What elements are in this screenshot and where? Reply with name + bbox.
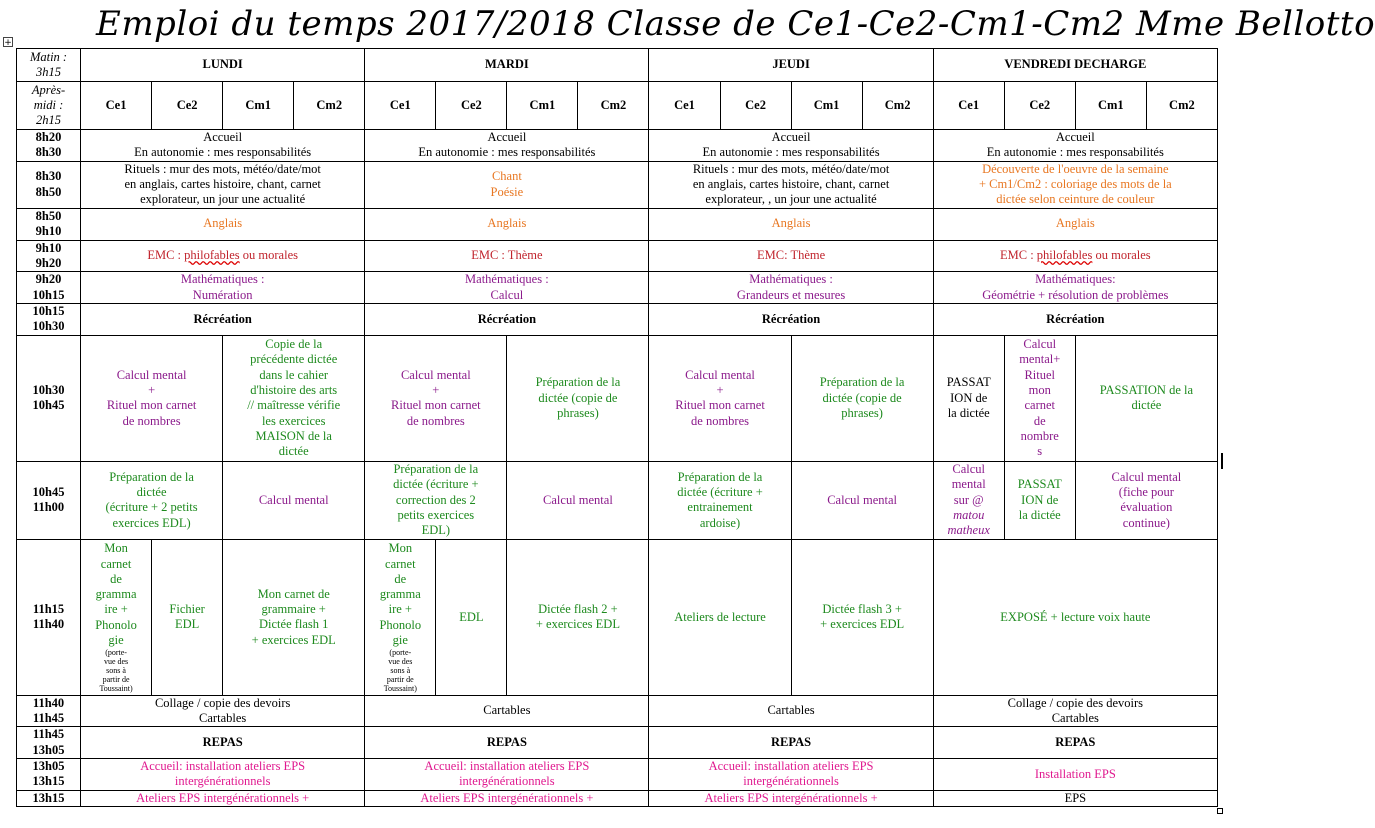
time-end: 13h15 bbox=[32, 774, 65, 789]
cell-calcul-mental bbox=[1075, 461, 1217, 539]
cell-carnet-grammaire bbox=[81, 539, 152, 695]
cell-line: Rituels : mur des mots, météo/date/mot bbox=[124, 161, 321, 176]
cell-line: vue des bbox=[388, 657, 413, 667]
cell-line: phrases) bbox=[841, 405, 883, 420]
cell-calcul-mental: Calcul mental bbox=[791, 461, 933, 539]
cell-dictee-flash bbox=[791, 539, 933, 695]
cell-passation-dictee bbox=[1004, 461, 1075, 539]
cell-calcul-mental bbox=[365, 335, 507, 461]
cell-recreation: Récréation bbox=[365, 304, 649, 336]
cell-mathematiques bbox=[933, 272, 1217, 304]
cell-line: Calcul bbox=[1023, 337, 1057, 352]
cell-line: Mon carnet de bbox=[257, 586, 330, 601]
cell-emc: EMC : Thème bbox=[365, 240, 649, 272]
cell-line: + bbox=[716, 382, 724, 397]
cell-accueil-eps bbox=[365, 758, 649, 790]
cell-line: (écriture + 2 petits bbox=[105, 500, 198, 515]
cell-line: carnet bbox=[1024, 398, 1055, 413]
cell-line: Collage / copie des devoirs bbox=[154, 695, 291, 710]
cell-preparation-dictee bbox=[365, 461, 507, 539]
cell-text: ou morales bbox=[239, 248, 298, 263]
level-ce2: Ce2 bbox=[436, 82, 507, 130]
time-end: 10h30 bbox=[32, 319, 65, 334]
day-tuesday: MARDI bbox=[365, 49, 649, 82]
cell-line: dictée (copie de bbox=[538, 390, 618, 405]
cell-line: dictée bbox=[136, 484, 167, 499]
timetable-row bbox=[17, 790, 1218, 806]
cell-line: grammaire + bbox=[261, 601, 326, 616]
time-start: 8h20 bbox=[35, 130, 62, 144]
day-thursday: JEUDI bbox=[649, 49, 933, 82]
time-slot bbox=[17, 208, 81, 240]
cell-expose: EXPOSÉ + lecture voix haute bbox=[933, 539, 1217, 695]
timetable-row bbox=[17, 240, 1218, 272]
timetable-row bbox=[17, 758, 1218, 790]
cell-line: partir de bbox=[386, 675, 414, 685]
cell-line: + Cm1/Cm2 : coloriage des mots de la bbox=[978, 176, 1172, 191]
cell-line: Calcul mental bbox=[116, 367, 187, 382]
cell-line: Cartables bbox=[199, 711, 247, 726]
cell-line: Collage / copie des devoirs bbox=[1007, 695, 1144, 710]
level-cm1: Cm1 bbox=[1075, 82, 1146, 130]
timetable-row bbox=[17, 161, 1218, 208]
cell-accueil bbox=[365, 130, 649, 162]
cell-line: Mathématiques : bbox=[465, 272, 549, 287]
cell-passation-dictee bbox=[933, 335, 1004, 461]
cell-anglais: Anglais bbox=[933, 208, 1217, 240]
cell-text: philofables bbox=[184, 248, 240, 263]
level-ce2: Ce2 bbox=[720, 82, 791, 130]
cell-carnet-grammaire bbox=[223, 539, 365, 695]
cell-line: gie bbox=[392, 633, 408, 648]
table-move-handle-icon[interactable]: + bbox=[4, 38, 12, 48]
cell-calcul-mental bbox=[649, 335, 791, 461]
cell-accueil bbox=[649, 130, 933, 162]
time-start: 11h15 bbox=[32, 601, 65, 616]
cell-line: les exercices bbox=[261, 413, 326, 428]
cell-line: ION de bbox=[950, 390, 988, 405]
cell-line: Dictée flash 3 + bbox=[822, 601, 902, 616]
cell-footnote bbox=[367, 648, 433, 693]
cell-line: En autonomie : mes responsabilités bbox=[418, 145, 596, 160]
cell-mathematiques bbox=[649, 272, 933, 304]
cell-line: En autonomie : mes responsabilités bbox=[986, 145, 1164, 160]
cell-line: mon bbox=[1028, 382, 1051, 397]
cell-line: Calcul bbox=[952, 462, 986, 477]
cell-line: Accueil bbox=[203, 130, 243, 144]
cell-line: de bbox=[110, 571, 122, 586]
time-slot bbox=[17, 461, 81, 539]
cell-ateliers-eps: Ateliers EPS intergénérationnels + bbox=[81, 790, 365, 806]
cell-recreation: Récréation bbox=[933, 304, 1217, 336]
timetable-row bbox=[17, 727, 1218, 759]
cell-preparation-dictee bbox=[791, 335, 933, 461]
time-end: 8h30 bbox=[35, 145, 62, 160]
cell-carnet-grammaire bbox=[365, 539, 436, 695]
cell-rituels bbox=[81, 161, 365, 208]
cell-line: ION de bbox=[1021, 492, 1059, 507]
timetable-row bbox=[17, 272, 1218, 304]
cell-ateliers-eps: Ateliers EPS intergénérationnels + bbox=[365, 790, 649, 806]
cell-chant-poesie bbox=[365, 161, 649, 208]
cell-text: EMC : bbox=[147, 248, 185, 263]
cell-calcul-mental bbox=[1004, 335, 1075, 461]
timetable bbox=[16, 48, 1218, 807]
time-slot bbox=[17, 539, 81, 695]
cell-line: Numération bbox=[192, 287, 253, 302]
cell-line: PASSATION de la bbox=[1099, 382, 1194, 397]
cell-line: + bbox=[432, 382, 440, 397]
cell-line: mental+ bbox=[1019, 352, 1061, 367]
cell-line: ire + bbox=[388, 602, 412, 617]
time-slot bbox=[17, 727, 81, 759]
afternoon-duration bbox=[17, 82, 81, 130]
cell-fichier-edl bbox=[152, 539, 223, 695]
time-start: 11h45 bbox=[32, 727, 65, 742]
cell-line: Rituel bbox=[1024, 367, 1056, 382]
cell-line: En autonomie : mes responsabilités bbox=[702, 145, 880, 160]
cell-line: précédente dictée bbox=[250, 352, 338, 367]
cell-calcul-mental: Calcul mental bbox=[507, 461, 649, 539]
cell-anglais: Anglais bbox=[649, 208, 933, 240]
timetable-row bbox=[17, 208, 1218, 240]
cell-line: Copie de la bbox=[265, 337, 323, 352]
cell-line: // maîtresse vérifie bbox=[247, 398, 341, 413]
cell-line: gramma bbox=[379, 587, 421, 602]
cell-line: explorateur, , un jour une actualité bbox=[705, 192, 877, 207]
timetable-row bbox=[17, 304, 1218, 336]
cell-line: sons à bbox=[106, 666, 126, 676]
level-ce1: Ce1 bbox=[81, 82, 152, 130]
cell-line: Rituel mon carnet bbox=[106, 398, 197, 413]
cell-line: intergénérationnels bbox=[459, 774, 555, 789]
cell-line: gramma bbox=[95, 587, 137, 602]
time-end: 10h45 bbox=[32, 398, 65, 413]
time-end: 9h10 bbox=[35, 224, 62, 239]
cell-recreation: Récréation bbox=[649, 304, 933, 336]
level-cm2: Cm2 bbox=[578, 82, 649, 130]
cell-line: de nombres bbox=[406, 413, 465, 428]
cell-line: Calcul bbox=[490, 287, 524, 302]
cell-accueil bbox=[933, 130, 1217, 162]
time-slot: 13h15 bbox=[17, 790, 81, 806]
cell-accueil bbox=[81, 130, 365, 162]
cell-line: Poésie bbox=[490, 184, 524, 199]
time-end: 10h15 bbox=[32, 287, 65, 302]
cell-line: PASSAT bbox=[1017, 477, 1062, 492]
morning-label: Matin : bbox=[29, 49, 68, 64]
cell-line: petits exercices bbox=[397, 507, 475, 522]
time-slot bbox=[17, 758, 81, 790]
cell-line: sons à bbox=[390, 666, 411, 676]
time-slot bbox=[17, 272, 81, 304]
cell-line: Préparation de la bbox=[677, 469, 763, 484]
cell-calcul-mental: Calcul mental bbox=[223, 461, 365, 539]
text-cursor bbox=[1221, 453, 1223, 469]
time-slot bbox=[17, 335, 81, 461]
cell-line: entrainement bbox=[687, 500, 753, 515]
cell-line: + exercices EDL bbox=[535, 617, 620, 632]
header-days-row bbox=[17, 49, 1218, 82]
cell-line: (porte- bbox=[105, 648, 127, 658]
cell-line: Mon bbox=[104, 541, 128, 556]
cell-line: explorateur, un jour une actualité bbox=[140, 192, 306, 207]
cell-cartables: Cartables bbox=[649, 695, 933, 727]
cell-line: en anglais, cartes histoire, chant, carnet bbox=[692, 176, 890, 191]
time-slot bbox=[17, 304, 81, 336]
cell-line: mental bbox=[951, 477, 986, 492]
cell-line: Accueil bbox=[771, 130, 811, 144]
cell-mathematiques bbox=[81, 272, 365, 304]
level-ce1: Ce1 bbox=[933, 82, 1004, 130]
cell-repas: REPAS bbox=[365, 727, 649, 759]
cell-footnote bbox=[83, 648, 149, 693]
cell-line: + exercices EDL bbox=[251, 632, 336, 647]
level-ce1: Ce1 bbox=[365, 82, 436, 130]
cell-line: Cartables bbox=[1051, 711, 1099, 726]
cell-line: Calcul mental bbox=[1111, 469, 1182, 484]
time-end: 8h50 bbox=[35, 184, 62, 199]
cell-anglais: Anglais bbox=[81, 208, 365, 240]
cell-line: carnet bbox=[100, 556, 132, 571]
cell-line: (fiche pour bbox=[1118, 484, 1174, 499]
cell-cartables: Cartables bbox=[365, 695, 649, 727]
cell-accueil-eps bbox=[81, 758, 365, 790]
cell-repas: REPAS bbox=[649, 727, 933, 759]
cell-line: la dictée bbox=[947, 405, 990, 420]
cell-copie-dictee bbox=[223, 335, 365, 461]
cell-line: sur @ bbox=[953, 492, 984, 507]
time-start: 10h15 bbox=[32, 304, 65, 319]
cell-preparation-dictee bbox=[507, 335, 649, 461]
cell-edl: EDL bbox=[436, 539, 507, 695]
timetable-row bbox=[17, 130, 1218, 162]
cell-line: correction des 2 bbox=[395, 492, 476, 507]
cell-line: Géométrie + résolution de problèmes bbox=[982, 287, 1169, 302]
time-start: 9h20 bbox=[35, 272, 62, 287]
cell-line: Fichier bbox=[169, 601, 205, 616]
cell-anglais: Anglais bbox=[365, 208, 649, 240]
cell-line: matheux bbox=[947, 523, 990, 538]
time-slot bbox=[17, 695, 81, 727]
afternoon-label-2: midi : bbox=[33, 97, 64, 112]
cell-line: Calcul mental bbox=[685, 367, 755, 382]
time-slot bbox=[17, 161, 81, 208]
cell-line: ardoise) bbox=[699, 515, 741, 530]
level-ce2: Ce2 bbox=[152, 82, 223, 130]
cell-line: Dictée flash 2 + bbox=[538, 601, 618, 616]
cell-line: Dictée flash 1 bbox=[259, 617, 329, 632]
cell-line: Découverte de l'oeuvre de la semaine bbox=[982, 161, 1169, 176]
cell-eps: EPS bbox=[933, 790, 1217, 806]
cell-emc: EMC: Thème bbox=[649, 240, 933, 272]
cell-line: de bbox=[1033, 413, 1046, 428]
level-cm2: Cm2 bbox=[294, 82, 365, 130]
cell-line: de nombres bbox=[122, 413, 181, 428]
cell-line: Toussaint) bbox=[383, 684, 417, 694]
cell-line: Phonolo bbox=[379, 617, 422, 632]
cell-text: philofables bbox=[1036, 248, 1093, 263]
cell-line: Accueil: installation ateliers EPS bbox=[424, 758, 590, 773]
cell-line: Préparation de la bbox=[393, 462, 479, 477]
cell-line: intergénérationnels bbox=[743, 774, 839, 789]
page-title: Emploi du temps 2017/2018 Classe de Ce1-Ce2-Cm1-Cm2 Mme Bellotto bbox=[96, 4, 1375, 44]
cell-line: Calcul mental bbox=[400, 367, 471, 382]
cell-line: Mon bbox=[388, 541, 413, 556]
morning-hours: 3h15 bbox=[36, 65, 62, 79]
cell-line: dans le cahier bbox=[259, 367, 329, 382]
time-end: 11h45 bbox=[32, 711, 65, 726]
cell-devoirs bbox=[933, 695, 1217, 727]
time-start: 8h30 bbox=[35, 169, 62, 184]
cell-line: partir de bbox=[102, 675, 130, 685]
cell-line: continue) bbox=[1122, 515, 1170, 530]
time-slot bbox=[17, 240, 81, 272]
cell-line: Accueil bbox=[487, 130, 527, 144]
cell-line: en anglais, cartes histoire, chant, carnet bbox=[124, 176, 321, 191]
cell-line: dictée (copie de bbox=[822, 390, 902, 405]
cell-rituels bbox=[649, 161, 933, 208]
level-cm1: Cm1 bbox=[223, 82, 294, 130]
cell-line: Rituel mon carnet bbox=[675, 398, 765, 413]
time-start: 13h05 bbox=[32, 758, 65, 773]
cell-line: Accueil: installation ateliers EPS bbox=[140, 758, 306, 773]
cell-accueil-eps bbox=[649, 758, 933, 790]
afternoon-hours: 2h15 bbox=[36, 113, 62, 128]
cell-emc bbox=[81, 240, 365, 272]
cell-installation-eps: Installation EPS bbox=[933, 758, 1217, 790]
time-start: 10h30 bbox=[32, 382, 65, 397]
cell-line: Accueil: installation ateliers EPS bbox=[708, 758, 874, 773]
cell-line: Mathématiques : bbox=[180, 272, 265, 287]
time-end: 11h00 bbox=[32, 500, 65, 515]
morning-duration bbox=[17, 49, 81, 82]
header-levels-row bbox=[17, 82, 1218, 130]
time-end: 11h40 bbox=[32, 617, 65, 632]
level-cm2: Cm2 bbox=[1146, 82, 1217, 130]
cell-line: (porte- bbox=[389, 648, 412, 658]
cell-line: + exercices EDL bbox=[820, 617, 905, 632]
timetable-row bbox=[17, 695, 1218, 727]
cell-line: EDL bbox=[174, 617, 200, 632]
cell-line: EDL) bbox=[421, 523, 451, 538]
time-end: 9h20 bbox=[35, 255, 62, 270]
timetable-row bbox=[17, 335, 1218, 461]
cell-repas: REPAS bbox=[81, 727, 365, 759]
cell-line: phrases) bbox=[557, 405, 599, 420]
cell-line: Préparation de la bbox=[535, 375, 621, 390]
cell-line: de nombres bbox=[691, 413, 749, 428]
cell-passation-dictee bbox=[1075, 335, 1217, 461]
cell-line: vue des bbox=[103, 657, 129, 667]
day-monday: LUNDI bbox=[81, 49, 365, 82]
table-resize-handle-icon[interactable] bbox=[1217, 808, 1223, 814]
cell-line: Toussaint) bbox=[99, 684, 133, 694]
cell-line: nombre bbox=[1020, 428, 1059, 443]
cell-line: de bbox=[394, 571, 407, 586]
cell-line: matou bbox=[953, 507, 985, 522]
time-start: 10h45 bbox=[32, 484, 65, 499]
level-cm1: Cm1 bbox=[507, 82, 578, 130]
cell-line: En autonomie : mes responsabilités bbox=[134, 145, 312, 160]
cell-line: Préparation de la bbox=[109, 469, 194, 484]
cell-line: Rituels : mur des mots, météo/date/mot bbox=[692, 161, 890, 176]
cell-calcul-mental bbox=[81, 335, 223, 461]
cell-line: dictée bbox=[1131, 398, 1162, 413]
cell-preparation-dictee bbox=[649, 461, 791, 539]
cell-line: exercices EDL) bbox=[112, 515, 191, 530]
cell-line: Phonolo bbox=[95, 617, 137, 632]
cell-mathematiques bbox=[365, 272, 649, 304]
timetable-row bbox=[17, 539, 1218, 695]
cell-devoirs bbox=[81, 695, 365, 727]
cell-line: Mathématiques: bbox=[1035, 272, 1116, 287]
level-cm1: Cm1 bbox=[791, 82, 862, 130]
cell-line: gie bbox=[108, 633, 124, 648]
day-friday: VENDREDI DECHARGE bbox=[933, 49, 1217, 82]
cell-recreation: Récréation bbox=[81, 304, 365, 336]
level-ce2: Ce2 bbox=[1004, 82, 1075, 130]
cell-line: carnet bbox=[385, 556, 416, 571]
level-cm2: Cm2 bbox=[862, 82, 933, 130]
cell-line: Accueil bbox=[1055, 130, 1095, 144]
afternoon-label-1: Après- bbox=[31, 82, 66, 97]
cell-text: EMC : bbox=[999, 248, 1037, 263]
cell-line: s bbox=[1037, 444, 1043, 459]
cell-line: Chant bbox=[491, 169, 522, 184]
cell-repas: REPAS bbox=[933, 727, 1217, 759]
cell-line: Préparation de la bbox=[819, 375, 905, 390]
cell-decouverte-oeuvre bbox=[933, 161, 1217, 208]
cell-line: Mathématiques : bbox=[749, 272, 833, 287]
cell-line: PASSAT bbox=[946, 375, 991, 390]
cell-line: dictée (écriture + bbox=[393, 477, 479, 492]
timetable-row bbox=[17, 461, 1218, 539]
level-ce1: Ce1 bbox=[649, 82, 720, 130]
time-start: 8h50 bbox=[35, 208, 62, 223]
cell-line: ire + bbox=[104, 602, 128, 617]
cell-line: la dictée bbox=[1018, 507, 1061, 522]
time-slot bbox=[17, 130, 81, 162]
time-start: 11h40 bbox=[32, 695, 65, 710]
cell-line: d'histoire des arts bbox=[250, 382, 338, 397]
cell-line: intergénérationnels bbox=[174, 774, 271, 789]
cell-line: dictée (écriture + bbox=[677, 484, 763, 499]
cell-line: dictée selon ceinture de couleur bbox=[996, 192, 1155, 207]
time-start: 9h10 bbox=[35, 240, 62, 255]
cell-emc bbox=[933, 240, 1217, 272]
time-end: 13h05 bbox=[32, 742, 65, 757]
cell-line: dictée bbox=[278, 444, 309, 459]
cell-text: ou morales bbox=[1092, 248, 1151, 263]
cell-ateliers-lecture: Ateliers de lecture bbox=[649, 539, 791, 695]
cell-line: Grandeurs et mesures bbox=[736, 287, 846, 302]
cell-dictee-flash bbox=[507, 539, 649, 695]
cell-ateliers-eps: Ateliers EPS intergénérationnels + bbox=[649, 790, 933, 806]
cell-line: Rituel mon carnet bbox=[391, 398, 481, 413]
cell-preparation-dictee bbox=[81, 461, 223, 539]
cell-line: MAISON de la bbox=[255, 428, 332, 443]
cell-line: évaluation bbox=[1120, 500, 1173, 515]
cell-line: + bbox=[148, 382, 156, 397]
cell-calcul-mental-matou bbox=[933, 461, 1004, 539]
